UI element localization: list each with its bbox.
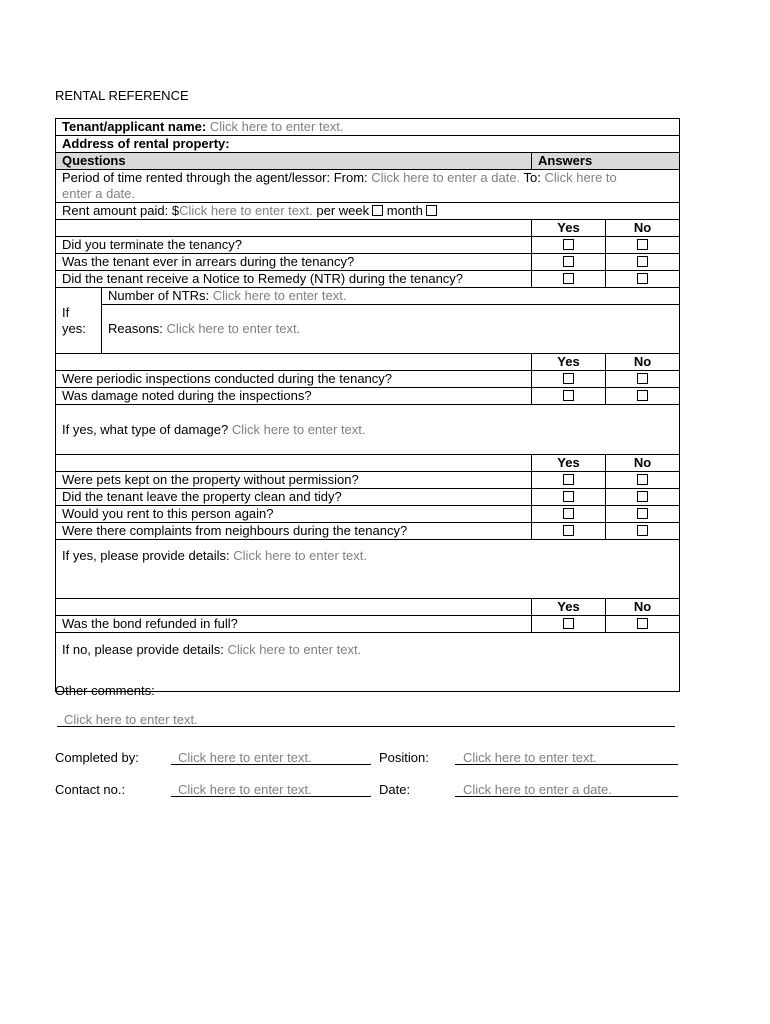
yes-checkbox[interactable]: [563, 491, 574, 502]
yes-checkbox[interactable]: [563, 390, 574, 401]
date-field[interactable]: Click here to enter a date.: [463, 782, 612, 797]
details-yes-field[interactable]: Click here to enter text.: [233, 548, 367, 563]
position-underline: [455, 764, 678, 765]
period-row: [56, 170, 680, 203]
rent-label: Rent amount paid: $: [62, 203, 180, 218]
question-text: Were there complaints from neighbours during the tenancy?: [56, 523, 532, 540]
yes-no-header-row: [56, 599, 680, 616]
no-checkbox[interactable]: [637, 525, 648, 536]
per-week-label: per week: [316, 203, 370, 218]
yes-no-header-row: [56, 455, 680, 472]
no-checkbox[interactable]: [637, 491, 648, 502]
no-header: No: [606, 455, 680, 472]
per-week-checkbox[interactable]: [372, 205, 383, 216]
reasons-label: Reasons:: [108, 321, 163, 336]
ntr-count-label: Number of NTRs:: [108, 288, 210, 303]
yes-checkbox[interactable]: [563, 508, 574, 519]
yes-checkbox[interactable]: [563, 256, 574, 267]
ntr-count-field[interactable]: Click here to enter text.: [212, 288, 347, 303]
address-label: Address of rental property:: [56, 136, 680, 153]
yes-checkbox[interactable]: [563, 373, 574, 384]
if-yes-cell: [56, 288, 102, 354]
question-text: Was the tenant ever in arrears during the tenancy?: [56, 254, 532, 271]
ntr-count-row: [56, 288, 680, 305]
address-row: [56, 136, 680, 153]
no-header: No: [606, 220, 680, 237]
yes-checkbox[interactable]: [563, 525, 574, 536]
reasons-row: [56, 305, 680, 354]
date-underline: [455, 796, 678, 797]
tenant-name-label: Tenant/applicant name:: [62, 119, 207, 134]
rent-row: [56, 203, 680, 220]
table-row: [56, 271, 680, 288]
yes-header: Yes: [532, 599, 606, 616]
completed-by-field[interactable]: Click here to enter text.: [178, 750, 312, 765]
month-label: month: [386, 203, 423, 218]
no-checkbox[interactable]: [637, 256, 648, 267]
reference-form-table: [55, 118, 680, 692]
no-checkbox[interactable]: [637, 390, 648, 401]
details-yes-label: If yes, please provide details:: [62, 548, 230, 563]
contact-underline: [171, 796, 371, 797]
yes-checkbox[interactable]: [563, 239, 574, 250]
yes-no-header-row: [56, 354, 680, 371]
no-checkbox[interactable]: [637, 618, 648, 629]
position-label: Position:: [379, 750, 429, 765]
answers-header: Answers: [532, 153, 680, 170]
yes-header: Yes: [532, 354, 606, 371]
table-row: [56, 489, 680, 506]
questions-header: Questions: [56, 153, 532, 170]
period-to-field-cont[interactable]: enter a date.: [62, 186, 135, 201]
question-text: Were periodic inspections conducted during the tenancy?: [56, 371, 532, 388]
completed-by-underline: [171, 764, 371, 765]
damage-label: If yes, what type of damage?: [62, 421, 229, 437]
question-text: Was the bond refunded in full?: [56, 616, 532, 633]
other-comments-label: Other comments:: [55, 683, 155, 698]
question-text: Did the tenant leave the property clean and tidy?: [56, 489, 532, 506]
question-text: Were pets kept on the property without permission?: [56, 472, 532, 489]
question-text: Did you terminate the tenancy?: [56, 237, 532, 254]
yes-header: Yes: [532, 455, 606, 472]
table-row: [56, 523, 680, 540]
no-checkbox[interactable]: [637, 373, 648, 384]
yes-no-header-row: [56, 220, 680, 237]
question-text: Would you rent to this person again?: [56, 506, 532, 523]
yes-checkbox[interactable]: [563, 618, 574, 629]
completed-by-label: Completed by:: [55, 750, 139, 765]
tenant-name-field[interactable]: Click here to enter text.: [209, 119, 344, 134]
other-comments-underline: [57, 726, 675, 727]
table-row: [56, 237, 680, 254]
month-checkbox[interactable]: [426, 205, 437, 216]
period-to-label: To:: [523, 170, 541, 185]
question-text: Was damage noted during the inspections?: [56, 388, 532, 405]
table-header-row: [56, 153, 680, 170]
if-yes-label-cont: yes:: [62, 320, 86, 336]
other-comments-field[interactable]: Click here to enter text.: [64, 712, 198, 727]
no-checkbox[interactable]: [637, 474, 648, 485]
table-row: [56, 388, 680, 405]
details-no-field[interactable]: Click here to enter text.: [227, 642, 362, 657]
table-row: [56, 506, 680, 523]
period-to-field[interactable]: Click here to: [544, 170, 617, 185]
no-header: No: [606, 354, 680, 371]
position-field[interactable]: Click here to enter text.: [463, 750, 597, 765]
damage-field[interactable]: Click here to enter text.: [231, 421, 366, 437]
contact-field[interactable]: Click here to enter text.: [178, 782, 312, 797]
tenant-row: [56, 119, 680, 136]
details-yes-row: [56, 540, 680, 599]
period-from-field[interactable]: Click here to enter a date.: [371, 170, 521, 185]
table-row: [56, 616, 680, 633]
no-checkbox[interactable]: [637, 273, 648, 284]
question-text: Did the tenant receive a Notice to Remedy (NTR) during the tenancy?: [56, 271, 532, 288]
yes-checkbox[interactable]: [563, 273, 574, 284]
no-checkbox[interactable]: [637, 239, 648, 250]
table-row: [56, 472, 680, 489]
table-row: [56, 254, 680, 271]
rent-amount-field[interactable]: Click here to enter text.: [179, 203, 313, 218]
details-no-label: If no, please provide details:: [62, 642, 224, 657]
table-row: [56, 371, 680, 388]
yes-header: Yes: [532, 220, 606, 237]
yes-checkbox[interactable]: [563, 474, 574, 485]
reasons-field[interactable]: Click here to enter text.: [166, 321, 301, 336]
contact-label: Contact no.:: [55, 782, 126, 797]
no-header: No: [606, 599, 680, 616]
if-yes-label: If: [62, 304, 70, 320]
damage-row: [56, 405, 680, 455]
no-checkbox[interactable]: [637, 508, 648, 519]
date-label: Date:: [379, 782, 411, 797]
period-label: Period of time rented through the agent/lessor: From:: [62, 170, 368, 185]
document-title: RENTAL REFERENCE: [55, 88, 189, 103]
